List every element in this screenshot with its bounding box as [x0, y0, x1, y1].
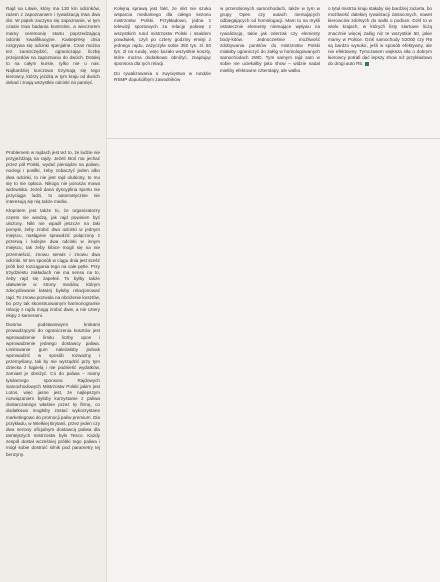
column-1-bottom [6, 150, 100, 461]
column-3 [220, 6, 320, 77]
paragraph [328, 6, 432, 68]
paragraph: Do rywalizowania o zwycięstwo w rundzie RSMP dopuściłbym zawodników [114, 70, 211, 82]
paragraph: w przerobionych samochodach, także w tym w grupy Open czy autach niemających odbiegających od homologacji. Mam tu na myśli ostatecznie elementy niemające wpływu na rywalizację, takie jak zderzak czy elementy body-kitów. Jednocześnie możliwość zdobywania punktów do mistrzostw Polski miałaby ograniczyć do załóg w homologowanych samochodach 2WD. Tym samym rajd sam w sobie nie uciekałby jako show – widzie nadal mieliby efektowne czterołapy, ale walka [220, 6, 320, 73]
section-divider [106, 138, 440, 139]
column-2 [114, 6, 211, 86]
column-1-top [6, 6, 100, 89]
paragraph: Problemem w rajdach jest też to, że ludzie nie przyjeżdżają na rajdy. Jeżeli ktoś ma jechać przez pół Polski, wydać pieniądze na paliwo, noclegi i posiłki, żeby zobaczyć jeden albo dwa odcinki, to nie jest rajd ulubiony, to mu się to nie opłaca. Nikogo nie porusza mowa widowiska. Jeżeli dana dyscyplina sportu nie przyciąga ludzi, to automatycznie nie interesują się nią także media. [6, 150, 100, 205]
paragraph: Kolejną sprawą jest fakt, że nikt nie szuka wsparcia medialnego dla całego sezonu mistrzostw Polski. Przykładowo, jedna z telewizji sportowych za relację połowę z wszystkich rund mistrzostw Polski i ssaldem powdwiek, czyli po cztery godziny emisji z jednego rajdu, zażyczyła sobie 350 tys. zł. 50 tys. zł na rundę, więc kazało wszystkie koszty, które można dodatkowo obniżyć, znajdując sponsora dla tych relacji. [114, 6, 211, 67]
paragraph: Dwoma podstawowymi krokami prowadzącymi do ograniczenia kosztów jest wprowadzenie limitu liczby opon i wprowadzenie jednego dostawcy paliwa. Limitowanie gum należałoby jednak wprowadzić w sposób rozważny i przemyślany, tak by nie wyrządzić przy tym dziecka z kąpielą i nie podnieść wydatków, zamiast je obniżyć. Co do paliwa – mamy tytularnego sponsora Rajdowych Samochodowych Mistrzostw Polski jakim jest Lotos, więc jasne jest, że najlepszym rozwiązaniem byłoby korzystanie z paliwa dostarczanego właśnie przez tę firmę, co dodatkowo mogłoby zostać wykorzystane marketingowo do promocji paliw premium. Dla przykładu, w Wielkiej Brytanii, przez jeden czy dwa sezony oficjalnym dostawcą paliwa dla tamtejszych mistrzostw było Tesco. Każdy zespół dostał wcześniej próbki tego paliwa i mógł sobie dostroić silnik pod parametry tej benzyny. [6, 322, 100, 457]
end-of-article-mark [365, 62, 369, 66]
paragraph-text: o tytuł mistrza kraju stałaby się bardziej zażarta, bo możliwość dalekiej rywalizacji zatraconych, nawet kierowców zdolnych do walki o podium. Dziś to w wielu krajach, w których listy startowe liczą znacznie więcej załóg niż te wszystkie 50, jakie mamy w Polsce. Dziś samochody S2000 czy R5 są bardzo wysoko, jeśli w sposób efektywny, ale nie efektowny. Tymczasem większa siła o dobrym kierowcy potrafi dać lepszy show niż przykładowo do drogi auto R5. [328, 6, 432, 67]
paragraph: Kłopotem jest także to, że organizatorzy często nie wiedzą, jak rajd powinien być ułożony. Nikt nie wpadł jeszcze na taki pomysł, żeby zrobić dwa odcinki w jednym miejscu, nasłąpnie sprawdzić połączony z przerwą i kolejne dwa odcinki w innym miejscu, tak żeby kibice mogli się na nie przemieścić, znowu serwis i znowu dwa odcinki. W ten sposób w ciągu dnia jest sześć prób bez rozciągania tego na całe pętle. Przy trzydziestu zakładach nie ma sensu na to, żeby rajd się zapełnił. To byłby także ułatwienie w strony mediów, którym zdecydowanie łatwiej byłoby relacjonować rajd. To znowu pozwala na obniżenie kosztów, bo przy tak skonstruowanym harmonogramie relację z rajdu mogą zrobić dwie, a nie cztery ekipy z kamerami. [6, 208, 100, 319]
paragraph: Rajd na Litwie, który ma 130 km odcinków, razem z zapoznaniem i rywalizacją trwa dwa dni. W piątek zaczyna się zapoznanie, w tym czasie trwa badania kontrolne, a wieczorem mamy ceremonię startu poprzedzającą odcinki kwalifikacyjne. Kastepresy dnia rozgrywa się odcinki specjalne. Czas można też zaoszczędzić, ograniczając liczbę przejazdów na zapoznaniu do dwóch. Dotalej to na całym kursie, tylko nie u nas. Najbardziej kurczowo trzymają się tego kierowcy, którzy jeżdżą w tym kraju od dwóch dekad i znają wszystkie odcinki na pamięć. [6, 6, 100, 85]
column-4 [328, 6, 432, 71]
column-divider [106, 0, 107, 582]
